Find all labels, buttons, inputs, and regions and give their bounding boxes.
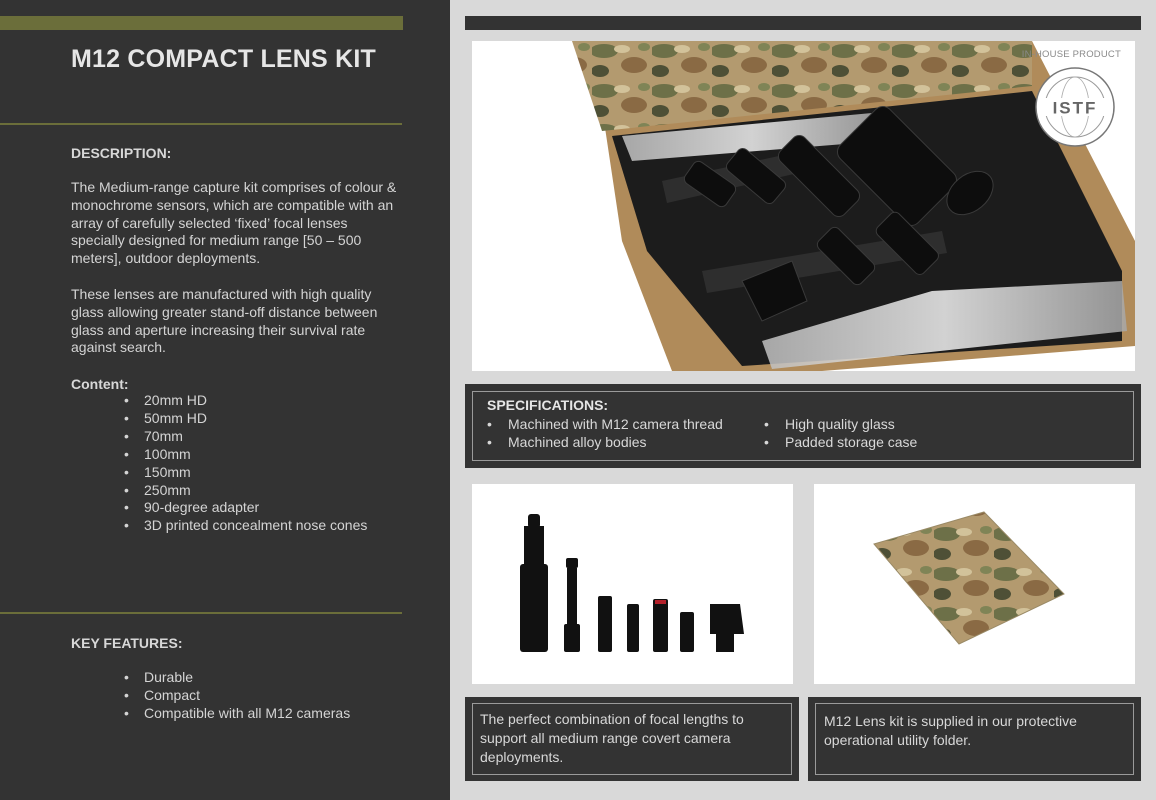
camo-folder [874, 512, 1064, 644]
list-item: • Machined with M12 camera thread [487, 415, 723, 433]
list-item: • 20mm HD [124, 392, 367, 410]
list-item: • Durable [124, 669, 350, 687]
svg-text:ISTF: ISTF [1052, 98, 1098, 118]
specifications-list-right [764, 415, 917, 451]
list-item: • Compatible with all M12 cameras [124, 705, 350, 723]
description-paragraph-1: The Medium-range capture kit comprises of colour & monochrome sensors, which are compatible with an array of carefully selected ‘fixed’ focal lenses specially designed for medium range [50 – 500 meters], outdoor deployments. [71, 179, 397, 267]
lenses-illustration [472, 484, 793, 684]
divider [0, 123, 402, 125]
list-item: • 150mm [124, 464, 367, 482]
specifications-list-left [487, 415, 723, 451]
folder-illustration [814, 484, 1135, 684]
divider [0, 612, 402, 614]
list-item: • Compact [124, 687, 350, 705]
lens-group [520, 514, 744, 652]
hero-photo-lens-case [472, 41, 1135, 371]
header-bar [465, 16, 1141, 30]
content-heading: Content: [71, 376, 129, 392]
lenses-photo [472, 484, 793, 684]
specifications-box [465, 384, 1141, 468]
lenses-caption: The perfect combination of focal lengths to support all medium range covert camera deployments. [480, 711, 744, 765]
list-item: • 50mm HD [124, 410, 367, 428]
list-item: • 90-degree adapter [124, 499, 367, 517]
folder-caption-box [808, 697, 1141, 781]
accent-bar [0, 16, 403, 30]
right-panel [450, 0, 1156, 800]
page-title: M12 COMPACT LENS KIT [71, 45, 376, 73]
folder-photo [814, 484, 1135, 684]
lenses-caption-box [465, 697, 799, 781]
left-panel [0, 0, 450, 800]
specifications-heading: SPECIFICATIONS: [487, 397, 609, 413]
content-list [124, 392, 367, 535]
list-item: • Padded storage case [764, 433, 917, 451]
list-item: • 100mm [124, 446, 367, 464]
list-item: • High quality glass [764, 415, 917, 433]
folder-caption: M12 Lens kit is supplied in our protective operational utility folder. [824, 713, 1077, 748]
description-heading: DESCRIPTION: [71, 145, 172, 161]
list-item: • 3D printed concealment nose cones [124, 517, 367, 535]
list-item: • 250mm [124, 482, 367, 500]
key-features-list [124, 669, 350, 723]
list-item: • 70mm [124, 428, 367, 446]
description-paragraph-2: These lenses are manufactured with high quality glass allowing greater stand-off distance between glass and aperture increasing their survival rate against search. [71, 286, 378, 356]
red-ring [655, 600, 666, 604]
in-house-badge: IN-HOUSE PRODUCT [1021, 49, 1121, 60]
istf-logo [1033, 65, 1117, 149]
list-item: • Machined alloy bodies [487, 433, 723, 451]
key-features-heading: KEY FEATURES: [71, 635, 183, 651]
